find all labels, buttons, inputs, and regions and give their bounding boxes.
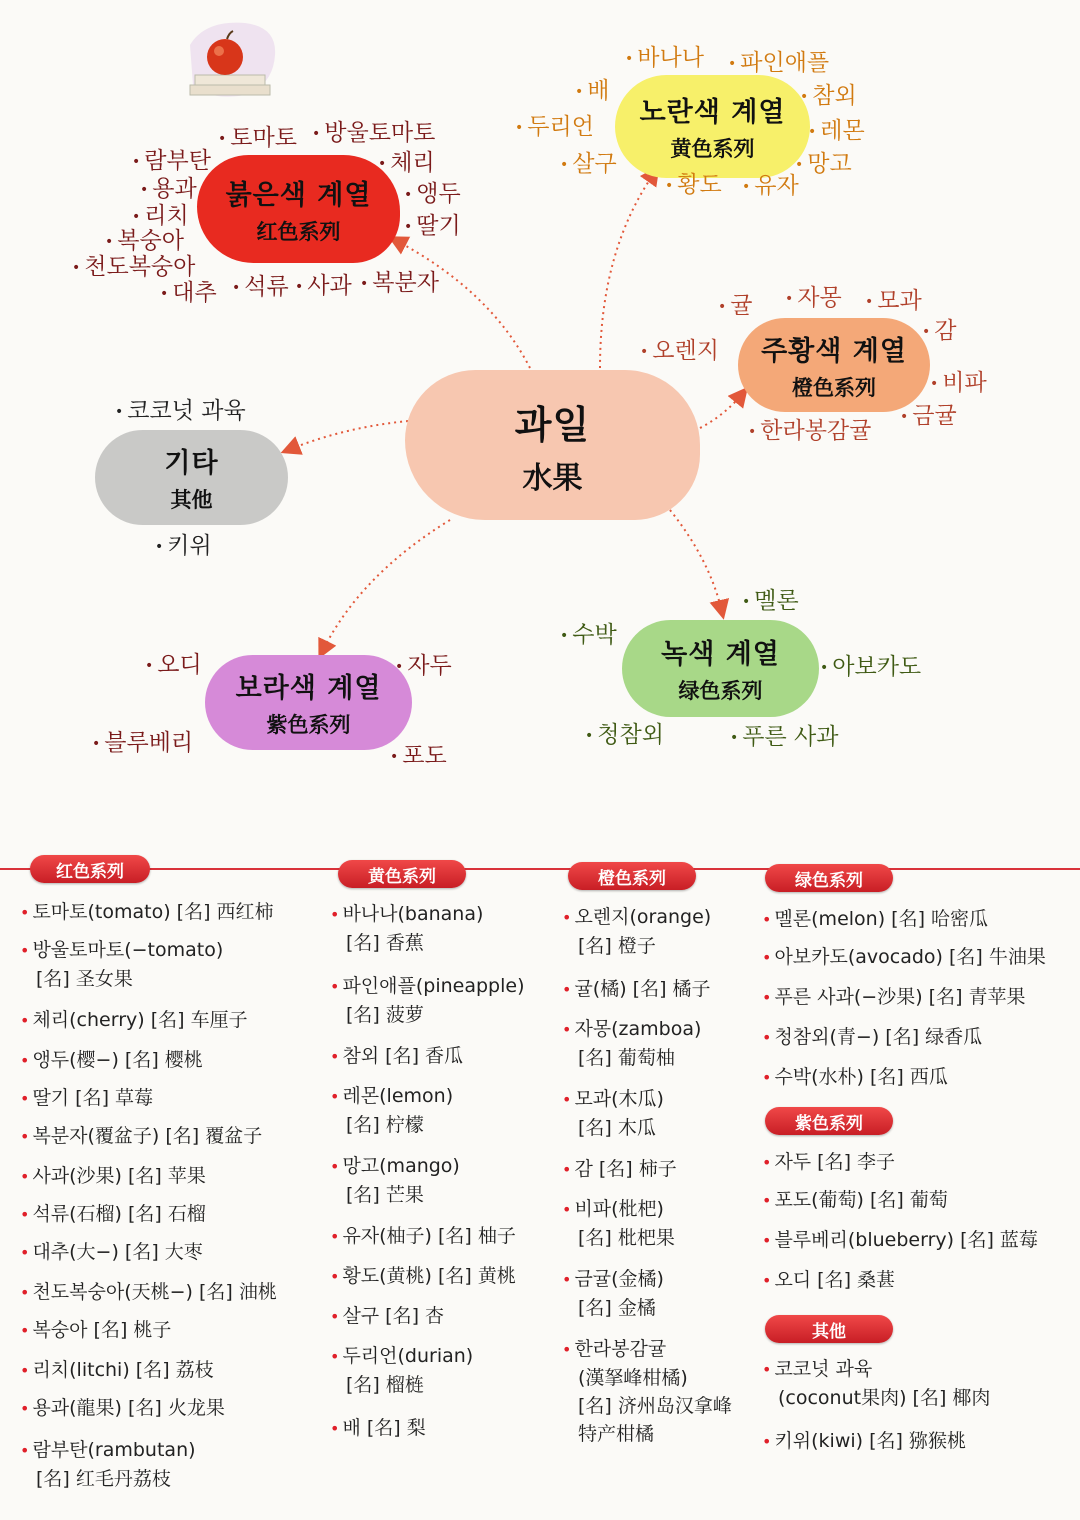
list-entry	[562, 1265, 664, 1322]
list-entry	[762, 1186, 948, 1215]
list-entry	[562, 1015, 701, 1072]
fruit-label: • 귤	[718, 293, 753, 319]
list-entry	[762, 1266, 895, 1295]
entry-text: [名] 柠檬	[346, 1114, 424, 1136]
list-entry	[20, 1316, 171, 1345]
bullet-icon: •	[562, 1090, 572, 1109]
entry-text: 비파(枇杷)	[574, 1198, 664, 1220]
fruit-label: • 파인애플	[728, 50, 830, 76]
entry-text: 바나나(banana)	[342, 903, 484, 925]
fruit-label: • 대추	[160, 280, 217, 306]
bullet-icon: •	[330, 1087, 340, 1106]
list-entry	[762, 943, 1046, 972]
list-entry	[330, 1152, 460, 1209]
bullet-icon: •	[562, 980, 572, 999]
fruit-label: • 용과	[140, 176, 197, 202]
bullet-icon: •	[562, 1270, 572, 1289]
list-entry	[562, 1085, 664, 1142]
entry-text: [名] 圣女果	[36, 968, 133, 990]
bullet-icon: •	[762, 910, 772, 929]
bullet-icon: •	[762, 948, 772, 967]
fruit-label: • 청참외	[585, 722, 664, 748]
bullet-icon: •	[330, 1267, 340, 1286]
entry-text: 사과(沙果) [名] 苹果	[32, 1165, 206, 1187]
list-entry	[562, 1195, 675, 1252]
entry-text: [名] 金橘	[578, 1297, 656, 1319]
red-node-zh: 红色系列	[256, 219, 341, 244]
entry-text: 토마토(tomato) [名] 西红柿	[32, 901, 274, 923]
purple-list-title: 紫色系列	[765, 1107, 893, 1135]
red-list	[20, 898, 330, 1508]
fruit-label: • 사과	[295, 273, 352, 299]
green-node-zh: 绿色系列	[678, 679, 763, 703]
bullet-icon: •	[762, 1432, 772, 1451]
fruit-label: • 모과	[865, 288, 922, 314]
entry-text: 포도(葡萄) [名] 葡萄	[774, 1189, 948, 1211]
entry-text: 감 [名] 柿子	[574, 1158, 677, 1180]
list-entry	[20, 1122, 262, 1151]
bullet-icon: •	[562, 1020, 572, 1039]
list-entry	[330, 972, 524, 1029]
other-list-title: 其他	[765, 1315, 893, 1343]
green-node-ko: 녹색 계열	[661, 639, 780, 670]
yellow-node	[615, 75, 810, 178]
list-entry	[20, 1394, 225, 1423]
list-entry	[330, 1042, 463, 1071]
entry-text: [名] 橙子	[578, 935, 656, 957]
fruit-label: • 수박	[560, 622, 617, 648]
bullet-icon: •	[20, 1399, 30, 1418]
bullet-icon: •	[762, 1028, 772, 1047]
entry-text: [名] 枇杷果	[578, 1227, 675, 1249]
entry-text: (coconut果肉) [名] 椰肉	[778, 1387, 991, 1409]
bullet-icon: •	[330, 977, 340, 996]
list-entry	[20, 898, 274, 927]
bullet-icon: •	[562, 908, 572, 927]
list-entry	[20, 1084, 153, 1113]
fruit-label: • 황도	[665, 172, 722, 198]
fruit-label: • 자두	[395, 653, 452, 679]
fruit-label: • 한라봉감귤	[748, 418, 872, 444]
bullet-icon: •	[330, 905, 340, 924]
entry-text: 천도복숭아(天桃−) [名] 油桃	[32, 1281, 277, 1303]
fruit-label: • 아보카도	[820, 654, 922, 680]
list-entry	[20, 936, 223, 993]
list-entry	[20, 1238, 203, 1267]
entry-text: [名] 红毛丹荔枝	[36, 1468, 171, 1490]
yellow-list	[330, 900, 565, 1460]
list-entry	[762, 1023, 982, 1052]
fruit-label: • 참외	[800, 83, 857, 109]
fruit-label: • 살구	[560, 151, 617, 177]
entry-text: 복숭아 [名] 桃子	[32, 1319, 172, 1341]
entry-text: 석류(石榴) [名] 石榴	[32, 1203, 206, 1225]
entry-text: [名] 济州岛汉拿峰	[578, 1395, 732, 1417]
list-entry	[20, 1278, 277, 1307]
entry-text: 유자(柚子) [名] 柚子	[342, 1225, 516, 1247]
list-entry	[20, 1356, 214, 1385]
fruit-label: • 오렌지	[640, 338, 719, 364]
list-entry	[20, 1436, 196, 1493]
red-list-title: 红色系列	[30, 855, 150, 883]
fruit-label: • 망고	[795, 151, 852, 177]
center-zh: 水果	[522, 460, 583, 496]
entry-text: 두리언(durian)	[342, 1345, 474, 1367]
entry-text: 람부탄(rambutan)	[32, 1439, 196, 1461]
orange-node-zh: 橙色系列	[792, 375, 876, 400]
list-entry	[20, 1162, 206, 1191]
bullet-icon: •	[330, 1347, 340, 1366]
fruit-label: • 금귤	[900, 403, 957, 429]
bullet-icon: •	[20, 1441, 30, 1460]
entry-text: 아보카도(avocado) [名] 牛油果	[774, 946, 1046, 968]
fruit-label: • 리치	[132, 203, 189, 229]
center-node	[405, 370, 700, 520]
list-entry	[562, 903, 711, 960]
entry-text: 수박(水朴) [名] 西瓜	[774, 1066, 948, 1088]
list-entry	[330, 900, 483, 957]
bullet-icon: •	[762, 1191, 772, 1210]
bullet-icon: •	[20, 1127, 30, 1146]
entry-text: 푸른 사과(−沙果) [名] 青苹果	[774, 986, 1026, 1008]
entry-text: 살구 [名] 杏	[342, 1305, 445, 1327]
entry-text: [名] 葡萄柚	[578, 1047, 675, 1069]
fruit-label: • 방울토마토	[312, 120, 436, 146]
entry-text: 자몽(zamboa)	[574, 1018, 702, 1040]
list-entry	[330, 1262, 516, 1291]
bullet-icon: •	[762, 1068, 772, 1087]
bullet-icon: •	[20, 1243, 30, 1262]
bullet-icon: •	[330, 1419, 340, 1438]
list-entry	[562, 1335, 732, 1448]
fruit-label: • 멜론	[742, 588, 799, 614]
fruit-label: • 천도복숭아	[72, 254, 196, 280]
entry-text: [名] 木瓜	[578, 1117, 656, 1139]
fruit-label: • 앵두	[404, 181, 461, 207]
fruit-label: • 오디	[145, 652, 202, 678]
entry-text: 방울토마토(−tomato)	[32, 939, 224, 961]
entry-text: 체리(cherry) [名] 车厘子	[32, 1009, 248, 1031]
list-entry	[20, 1046, 203, 1075]
other-node	[95, 430, 288, 525]
bullet-icon: •	[762, 1271, 772, 1290]
fruit-label: • 바나나	[625, 45, 704, 71]
other-list	[762, 1355, 1077, 1475]
list-entry	[762, 983, 1026, 1012]
entry-text: 한라봉감귤	[574, 1338, 667, 1360]
entry-text: 황도(黄桃) [名] 黄桃	[342, 1265, 516, 1287]
entry-text: 블루베리(blueberry) [名] 蓝莓	[774, 1229, 1038, 1251]
yellow-list-title: 黄色系列	[338, 860, 466, 888]
entry-text: 파인애플(pineapple)	[342, 975, 525, 997]
orange-node-ko: 주황색 계열	[761, 335, 907, 367]
fruit-label: • 두리언	[515, 114, 594, 140]
entry-text: 참외 [名] 香瓜	[342, 1045, 464, 1067]
orange-list	[562, 903, 762, 1463]
entry-text: 앵두(樱−) [名] 樱桃	[32, 1049, 203, 1071]
list-entry	[562, 975, 711, 1004]
bullet-icon: •	[330, 1227, 340, 1246]
list-entry	[762, 1063, 948, 1092]
entry-text: (漢拏峰柑橘)	[578, 1367, 688, 1389]
bullet-icon: •	[330, 1047, 340, 1066]
fruit-label: • 배	[575, 78, 610, 104]
yellow-node-zh: 黄色系列	[670, 137, 755, 161]
bullet-icon: •	[562, 1160, 572, 1179]
entry-text: 모과(木瓜)	[574, 1088, 664, 1110]
entry-text: 멜론(melon) [名] 哈密瓜	[774, 908, 989, 930]
entry-text: 코코넛 과육	[774, 1358, 873, 1380]
bullet-icon: •	[762, 1153, 772, 1172]
list-entry	[330, 1342, 473, 1399]
green-list	[762, 905, 1077, 1105]
fruit-label: • 체리	[378, 150, 435, 176]
fruit-label: • 자몽	[785, 285, 842, 311]
fruit-label: • 석류	[232, 274, 289, 300]
fruit-label: • 포도	[390, 743, 447, 769]
entry-text: 特产柑橘	[578, 1423, 655, 1445]
other-node-zh: 其他	[170, 488, 213, 512]
entry-text: 오렌지(orange)	[574, 906, 712, 928]
fruit-label: • 비파	[930, 370, 987, 396]
entry-text: [名] 芒果	[346, 1184, 424, 1206]
bullet-icon: •	[762, 1231, 772, 1250]
purple-node-ko: 보라색 계열	[235, 673, 382, 704]
bullet-icon: •	[20, 1321, 30, 1340]
entry-text: 리치(litchi) [名] 荔枝	[32, 1359, 214, 1381]
fruit-label: • 블루베리	[92, 730, 194, 756]
bullet-icon: •	[20, 1283, 30, 1302]
other-node-ko: 기타	[164, 448, 219, 479]
purple-node-zh: 紫色系列	[266, 713, 351, 737]
list-entry	[330, 1414, 426, 1443]
entry-text: 용과(龍果) [名] 火龙果	[32, 1397, 225, 1419]
list-entry	[20, 1006, 248, 1035]
bullet-icon: •	[762, 1360, 772, 1379]
entry-text: 자두 [名] 李子	[774, 1151, 896, 1173]
bullet-icon: •	[20, 1011, 30, 1030]
fruit-label: • 토마토	[218, 125, 297, 151]
entry-text: 키위(kiwi) [名] 猕猴桃	[774, 1430, 966, 1452]
list-entry	[762, 905, 988, 934]
purple-node	[205, 655, 412, 750]
entry-text: [名] 榴梿	[346, 1374, 424, 1396]
green-node	[622, 620, 819, 717]
entry-text: 배 [名] 梨	[342, 1417, 426, 1439]
bullet-icon: •	[20, 1051, 30, 1070]
bullet-icon: •	[20, 941, 30, 960]
bullet-icon: •	[20, 1167, 30, 1186]
section-divider	[0, 868, 1080, 870]
bullet-icon: •	[330, 1157, 340, 1176]
bullet-icon: •	[20, 1361, 30, 1380]
bullet-icon: •	[562, 1200, 572, 1219]
bullet-icon: •	[762, 988, 772, 1007]
green-list-title: 绿色系列	[765, 864, 893, 892]
bullet-icon: •	[330, 1307, 340, 1326]
fruit-label: • 감	[922, 318, 957, 344]
fruit-label: • 람부탄	[132, 148, 211, 174]
red-node-ko: 붉은색 계열	[225, 179, 372, 211]
bullet-icon: •	[20, 1089, 30, 1108]
red-node	[197, 155, 400, 263]
list-entry	[562, 1155, 677, 1184]
entry-text: 오디 [名] 桑葚	[774, 1269, 896, 1291]
entry-text: [名] 香蕉	[346, 932, 424, 954]
fruit-label: • 딸기	[404, 213, 461, 239]
fruit-label: • 레몬	[808, 118, 865, 144]
entry-text: 귤(橘) [名] 橘子	[574, 978, 711, 1000]
fruit-label: • 코코넛 과육	[115, 398, 246, 424]
fruit-label: • 키위	[155, 533, 212, 559]
list-entry	[762, 1427, 966, 1456]
entry-text: 딸기 [名] 草莓	[32, 1087, 154, 1109]
entry-text: 망고(mango)	[342, 1155, 460, 1177]
list-entry	[762, 1148, 895, 1177]
entry-text: 복분자(覆盆子) [名] 覆盆子	[32, 1125, 263, 1147]
list-entry	[762, 1226, 1038, 1255]
bullet-icon: •	[562, 1340, 572, 1359]
list-entry	[330, 1302, 444, 1331]
entry-text: 금귤(金橘)	[574, 1268, 664, 1290]
list-entry	[330, 1222, 516, 1251]
fruit-label: • 복분자	[360, 270, 439, 296]
purple-list	[762, 1148, 1077, 1308]
entry-text: 레몬(lemon)	[342, 1085, 454, 1107]
orange-list-title: 橙色系列	[568, 862, 696, 890]
bullet-icon: •	[20, 903, 30, 922]
center-ko: 과일	[514, 402, 591, 447]
fruit-label: • 복숭아	[105, 228, 184, 254]
fruit-label: • 푸른 사과	[730, 724, 839, 750]
entry-text: [名] 菠萝	[346, 1004, 424, 1026]
bullet-icon: •	[20, 1205, 30, 1224]
list-entry	[330, 1082, 453, 1139]
list-entry	[20, 1200, 206, 1229]
yellow-node-ko: 노란색 계열	[639, 97, 786, 128]
entry-text: 청참외(青−) [名] 绿香瓜	[774, 1026, 983, 1048]
entry-text: 대추(大−) [名] 大枣	[32, 1241, 203, 1263]
list-entry	[762, 1355, 990, 1412]
orange-node	[738, 318, 930, 412]
fruit-label: • 유자	[742, 173, 799, 199]
